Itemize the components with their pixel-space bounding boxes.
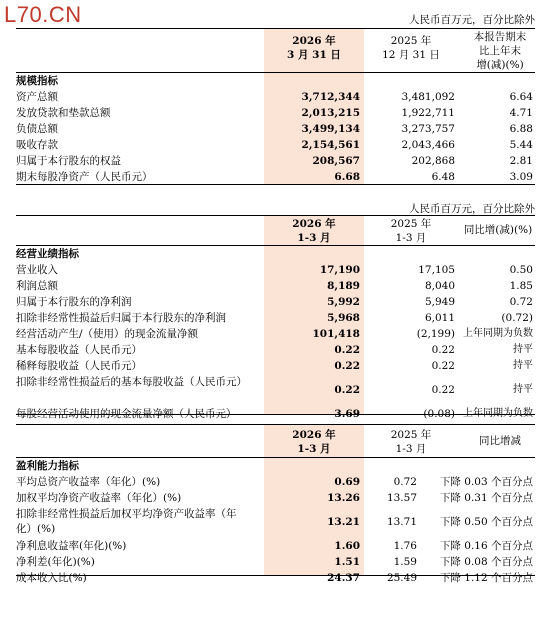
row-label: 营业收入 bbox=[16, 264, 58, 276]
change-value: 5.44 bbox=[509, 139, 533, 151]
change-value: 6.88 bbox=[509, 123, 533, 135]
change-value: 下降 0.08 个百分点 bbox=[439, 556, 533, 568]
current-value: 2,013,215 bbox=[301, 107, 360, 119]
change-value: 4.71 bbox=[509, 107, 533, 119]
table-row bbox=[16, 538, 535, 554]
current-value: 208,567 bbox=[312, 155, 360, 167]
prior-value: 13.71 bbox=[386, 516, 417, 528]
current-value: 6.68 bbox=[334, 171, 360, 183]
col1-header: 2026 年 1-3 月 bbox=[292, 429, 336, 455]
bottom-rule bbox=[16, 575, 535, 576]
row-label: 归属于本行股东的净利润 bbox=[16, 296, 132, 308]
change-value: 下降 0.31 个百分点 bbox=[439, 492, 533, 504]
table-row bbox=[16, 89, 535, 105]
change-value: 下降 0.03 个百分点 bbox=[439, 476, 533, 488]
current-value: 0.22 bbox=[334, 344, 360, 356]
current-value: 0.22 bbox=[334, 384, 360, 396]
prior-value: 6,011 bbox=[424, 312, 455, 324]
current-value: 5,992 bbox=[327, 296, 360, 308]
prior-value: 0.72 bbox=[393, 476, 417, 488]
table-row bbox=[16, 374, 535, 406]
col3-header: 本报告期末 比上年末 增(减)(%) bbox=[473, 31, 527, 71]
col2-header: 2025 年 1-3 月 bbox=[390, 429, 432, 455]
prior-value: 0.22 bbox=[431, 360, 455, 372]
current-value: 1.51 bbox=[334, 556, 360, 568]
change-value: 上年同期为负数 bbox=[463, 408, 533, 419]
header-rule bbox=[16, 245, 535, 246]
change-value: 下降 0.16 个百分点 bbox=[439, 540, 533, 552]
prior-value: 13.57 bbox=[386, 492, 417, 504]
table-row bbox=[16, 262, 535, 278]
current-value: 0.69 bbox=[334, 476, 360, 488]
table-row bbox=[16, 121, 535, 137]
prior-value: 17,105 bbox=[418, 264, 455, 276]
col3-header: 同比增减 bbox=[479, 435, 521, 447]
row-label: 每股经营活动使用的现金流量净额（人民币元） bbox=[16, 408, 237, 420]
prior-value: 5,949 bbox=[424, 296, 455, 308]
table-row bbox=[16, 326, 535, 342]
prior-value: 1.76 bbox=[393, 540, 417, 552]
prior-value: 25.49 bbox=[386, 572, 417, 584]
current-value: 1.60 bbox=[334, 540, 360, 552]
table-row bbox=[16, 570, 535, 586]
top-rule bbox=[16, 28, 535, 29]
current-value: 5,968 bbox=[327, 312, 360, 324]
top-rule bbox=[16, 215, 535, 216]
row-label: 归属于本行股东的权益 bbox=[16, 155, 121, 167]
header-rule bbox=[16, 457, 535, 458]
change-value: 持平 bbox=[513, 384, 533, 395]
table-row bbox=[16, 490, 535, 506]
change-value: (0.72) bbox=[501, 312, 533, 324]
table-operating-results bbox=[16, 197, 535, 419]
prior-value: 0.22 bbox=[431, 344, 455, 356]
prior-value: (2,199) bbox=[416, 328, 455, 340]
row-label: 基本每股收益（人民币元） bbox=[16, 344, 142, 356]
prior-value: 3,481,092 bbox=[401, 91, 455, 103]
row-label: 加权平均净资产收益率（年化）(%) bbox=[16, 492, 182, 504]
current-value: 3,712,344 bbox=[301, 91, 360, 103]
row-label: 扣除非经常性损益后加权平均净资产收益率（年化）(%) bbox=[16, 508, 237, 535]
table-row bbox=[16, 342, 535, 358]
current-value: 13.26 bbox=[327, 492, 360, 504]
change-value: 下降 0.50 个百分点 bbox=[439, 516, 533, 528]
row-label: 负债总额 bbox=[16, 123, 58, 135]
col2-header: 2025 年 12 月 31 日 bbox=[382, 35, 440, 61]
table-row bbox=[16, 294, 535, 310]
row-label: 扣除非经常性损益后的基本每股收益（人民币元） bbox=[16, 376, 247, 388]
prior-value: 0.22 bbox=[431, 384, 455, 396]
top-rule bbox=[16, 424, 535, 425]
table-row bbox=[16, 153, 535, 169]
header-rule bbox=[16, 72, 535, 73]
unit-note: 人民币百万元，百分比除外 bbox=[409, 14, 535, 26]
current-value: 101,418 bbox=[312, 328, 360, 340]
prior-value: 1.59 bbox=[393, 556, 417, 568]
row-label: 成本收入比(%) bbox=[16, 572, 87, 584]
change-value: 3.09 bbox=[509, 171, 533, 183]
table-row bbox=[16, 358, 535, 374]
change-value: 上年同期为负数 bbox=[463, 328, 533, 339]
current-value: 3,499,134 bbox=[301, 123, 360, 135]
prior-value: 202,868 bbox=[411, 155, 455, 167]
table-row bbox=[16, 474, 535, 490]
change-value: 6.64 bbox=[509, 91, 533, 103]
col2-header: 2025 年 1-3 月 bbox=[390, 218, 432, 244]
table-row bbox=[16, 554, 535, 570]
table-row bbox=[16, 278, 535, 294]
table-row bbox=[16, 169, 535, 185]
table-row bbox=[16, 105, 535, 121]
prior-value: 1,922,711 bbox=[401, 107, 455, 119]
current-value: 17,190 bbox=[319, 264, 360, 276]
table-row bbox=[16, 506, 535, 538]
col1-header: 2026 年 1-3 月 bbox=[292, 218, 336, 244]
row-label: 经营活动产生/（使用）的现金流量净额 bbox=[16, 328, 199, 340]
section-title: 规模指标 bbox=[16, 75, 58, 87]
prior-value: 2,043,466 bbox=[401, 139, 455, 151]
current-value: 0.22 bbox=[334, 360, 360, 372]
row-label: 净利息收益率(年化)(%) bbox=[16, 540, 127, 552]
change-value: 2.81 bbox=[509, 155, 533, 167]
change-value: 下降 1.12 个百分点 bbox=[439, 572, 533, 584]
current-value: 3.69 bbox=[334, 408, 360, 420]
row-label: 期末每股净资产（人民币元） bbox=[16, 171, 153, 183]
row-label: 发放贷款和垫款总额 bbox=[16, 107, 111, 119]
table-row bbox=[16, 310, 535, 326]
section-title: 经营业绩指标 bbox=[16, 248, 79, 260]
bottom-rule bbox=[16, 414, 535, 415]
row-label: 资产总额 bbox=[16, 91, 58, 103]
current-value: 2,154,561 bbox=[301, 139, 360, 151]
change-value: 1.85 bbox=[509, 280, 533, 292]
section-title: 盈利能力指标 bbox=[16, 460, 79, 472]
change-value: 0.50 bbox=[509, 264, 533, 276]
table-row bbox=[16, 137, 535, 153]
bottom-rule bbox=[16, 184, 535, 185]
unit-note: 人民币百万元，百分比除外 bbox=[409, 203, 535, 215]
row-label: 净利差(年化)(%) bbox=[16, 556, 95, 568]
current-value: 24.37 bbox=[327, 572, 360, 584]
row-label: 平均总资产收益率（年化）(%) bbox=[16, 476, 161, 488]
change-value: 持平 bbox=[513, 360, 533, 371]
row-label: 吸收存款 bbox=[16, 139, 58, 151]
table-scale-indicators bbox=[16, 8, 535, 188]
table-profitability bbox=[16, 424, 535, 584]
prior-value: (0.08) bbox=[423, 408, 455, 420]
change-value: 持平 bbox=[513, 344, 533, 355]
change-value: 0.72 bbox=[509, 296, 533, 308]
current-value: 8,189 bbox=[327, 280, 360, 292]
site-logo: L70.CN bbox=[4, 2, 82, 27]
prior-value: 8,040 bbox=[424, 280, 455, 292]
prior-value: 3,273,757 bbox=[401, 123, 455, 135]
col3-header: 同比增(减)(%) bbox=[463, 224, 533, 236]
prior-value: 6.48 bbox=[431, 171, 455, 183]
col1-header: 2026 年 3 月 31 日 bbox=[287, 35, 341, 61]
row-label: 利润总额 bbox=[16, 280, 58, 292]
row-label: 扣除非经常性损益后归属于本行股东的净利润 bbox=[16, 312, 226, 324]
row-label: 稀释每股收益（人民币元） bbox=[16, 360, 142, 372]
current-value: 13.21 bbox=[327, 516, 360, 528]
